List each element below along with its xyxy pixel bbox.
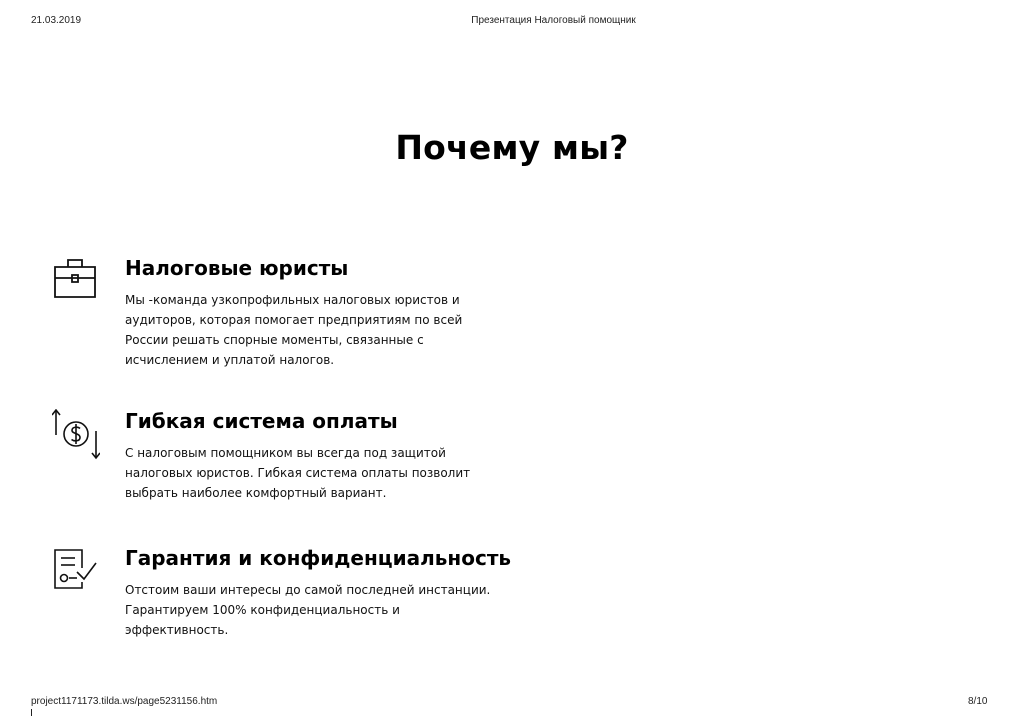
briefcase-icon [52,256,100,304]
feature-title: Гарантия и конфиденциальность [125,546,512,570]
print-page-title: Презентация Налоговый помощник [471,15,636,26]
feature-title: Налоговые юристы [125,256,349,280]
print-url: project1171173.tilda.ws/page5231156.htm [31,696,218,707]
feature-description: Мы -команда узкопрофильных налоговых юристов и аудиторов, которая помогает предприятиям по всей России решать спорные моменты, связанные с исчислением и уплатой налогов. [125,293,463,367]
feature-description: С налоговым помощником вы всегда под защитой налоговых юристов. Гибкая система оплаты позволит выбрать наиболее комфортный вариант. [125,446,471,500]
divider [31,709,32,716]
certificate-check-icon [52,546,100,594]
page-number: 8/10 [968,696,988,707]
feature-description: Отстоим ваши интересы до самой последней инстанции. Гарантируем 100% конфиденциальность и эффективность. [125,583,491,637]
feature-title: Гибкая система оплаты [125,409,398,433]
dollar-exchange-icon [52,409,100,457]
print-date: 21.03.2019 [31,15,82,26]
page-title: Почему мы? [395,128,629,167]
